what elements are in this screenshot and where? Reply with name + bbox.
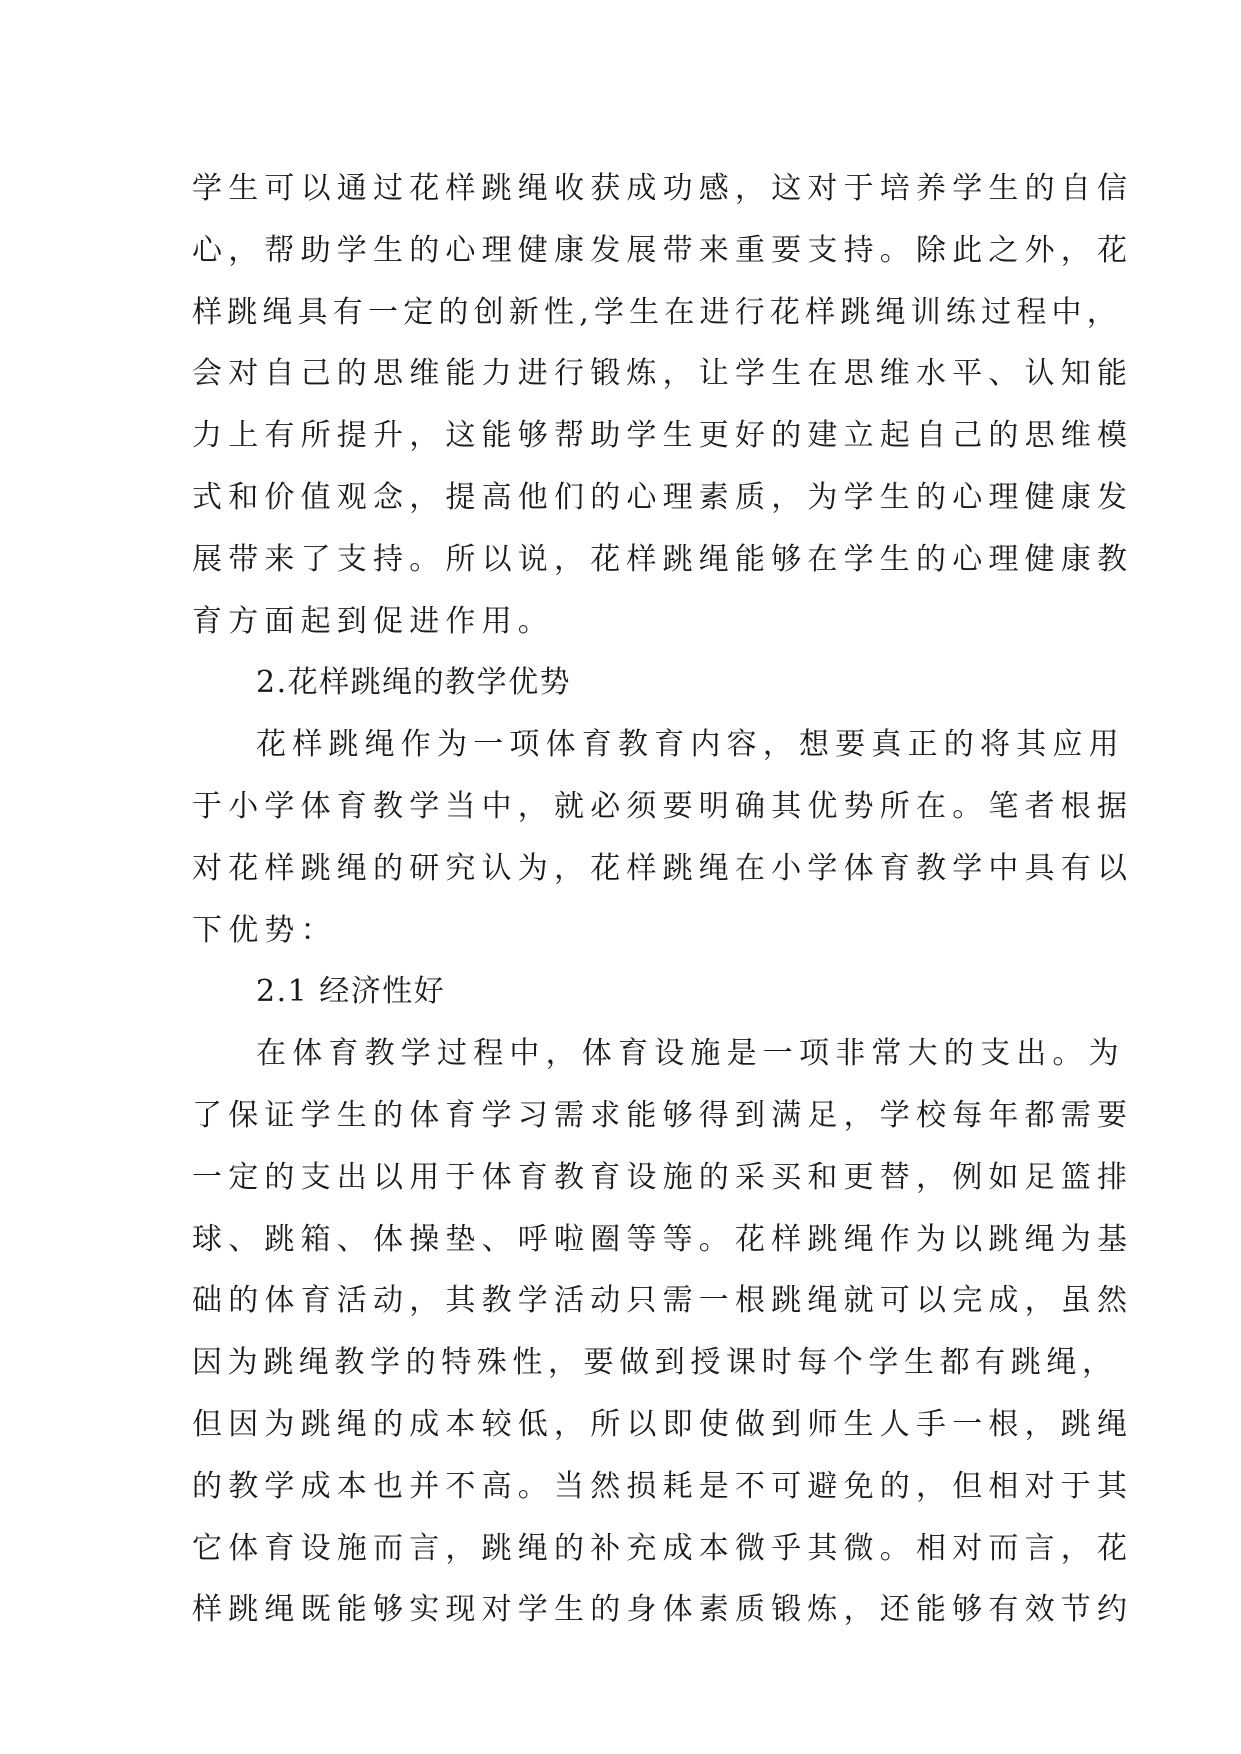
text-line: 但因为跳绳的成本较低，所以即使做到师生人手一根，跳绳 [192,1406,1134,1442]
text-line: 在体育教学过程中，体育设施是一项非常大的支出。为 [256,1036,1125,1072]
text-line: 样跳绳具有一定的创新性,学生在进行花样跳绳训练过程中， [192,294,1122,330]
text-line: 力上有所提升，这能够帮助学生更好的建立起自己的思维模 [192,418,1134,454]
text-line: 展带来了支持。所以说，花样跳绳能够在学生的心理健康教 [192,541,1134,577]
text-line: 了保证学生的体育学习需求能够得到满足，学校每年都需要 [192,1097,1134,1133]
text-line: 育方面起到促进作用。 [192,603,554,639]
section-heading: 2.花样跳绳的教学优势 [256,665,572,701]
text-line: 球、跳箱、体操垫、呼啦圈等等。花样跳绳作为以跳绳为基 [192,1221,1134,1257]
text-line: 会对自己的思维能力进行锻炼，让学生在思维水平、认知能 [192,356,1134,392]
text-line: 下优势： [192,912,337,948]
text-line: 它体育设施而言，跳绳的补充成本微乎其微。相对而言，花 [192,1530,1134,1566]
text-line: 学生可以通过花样跳绳收获成功感，这对于培养学生的自信 [192,171,1134,206]
text-line: 一定的支出以用于体育教育设施的采买和更替，例如足篮排 [192,1159,1134,1195]
text-line: 心，帮助学生的心理健康发展带来重要支持。除此之外，花 [192,232,1134,268]
text-line: 因为跳绳教学的特殊性，要做到授课时每个学生都有跳绳， [192,1345,1118,1381]
text-line: 样跳绳既能够实现对学生的身体素质锻炼，还能够有效节约 [192,1592,1134,1628]
text-line: 于小学体育教学当中，就必须要明确其优势所在。笔者根据 [192,788,1134,824]
text-line: 础的体育活动，其教学活动只需一根跳绳就可以完成，虽然 [192,1283,1134,1319]
text-line: 式和价值观念，提高他们的心理素质，为学生的心理健康发 [192,479,1134,515]
text-line: 花样跳绳作为一项体育教育内容，想要真正的将其应用 [256,727,1125,763]
text-line: 对花样跳绳的研究认为，花样跳绳在小学体育教学中具有以 [192,850,1134,886]
body-text [192,158,1134,1641]
text-line: 的教学成本也并不高。当然损耗是不可避免的，但相对于其 [192,1468,1134,1504]
subsection-heading: 2.1 经济性好 [256,974,446,1010]
